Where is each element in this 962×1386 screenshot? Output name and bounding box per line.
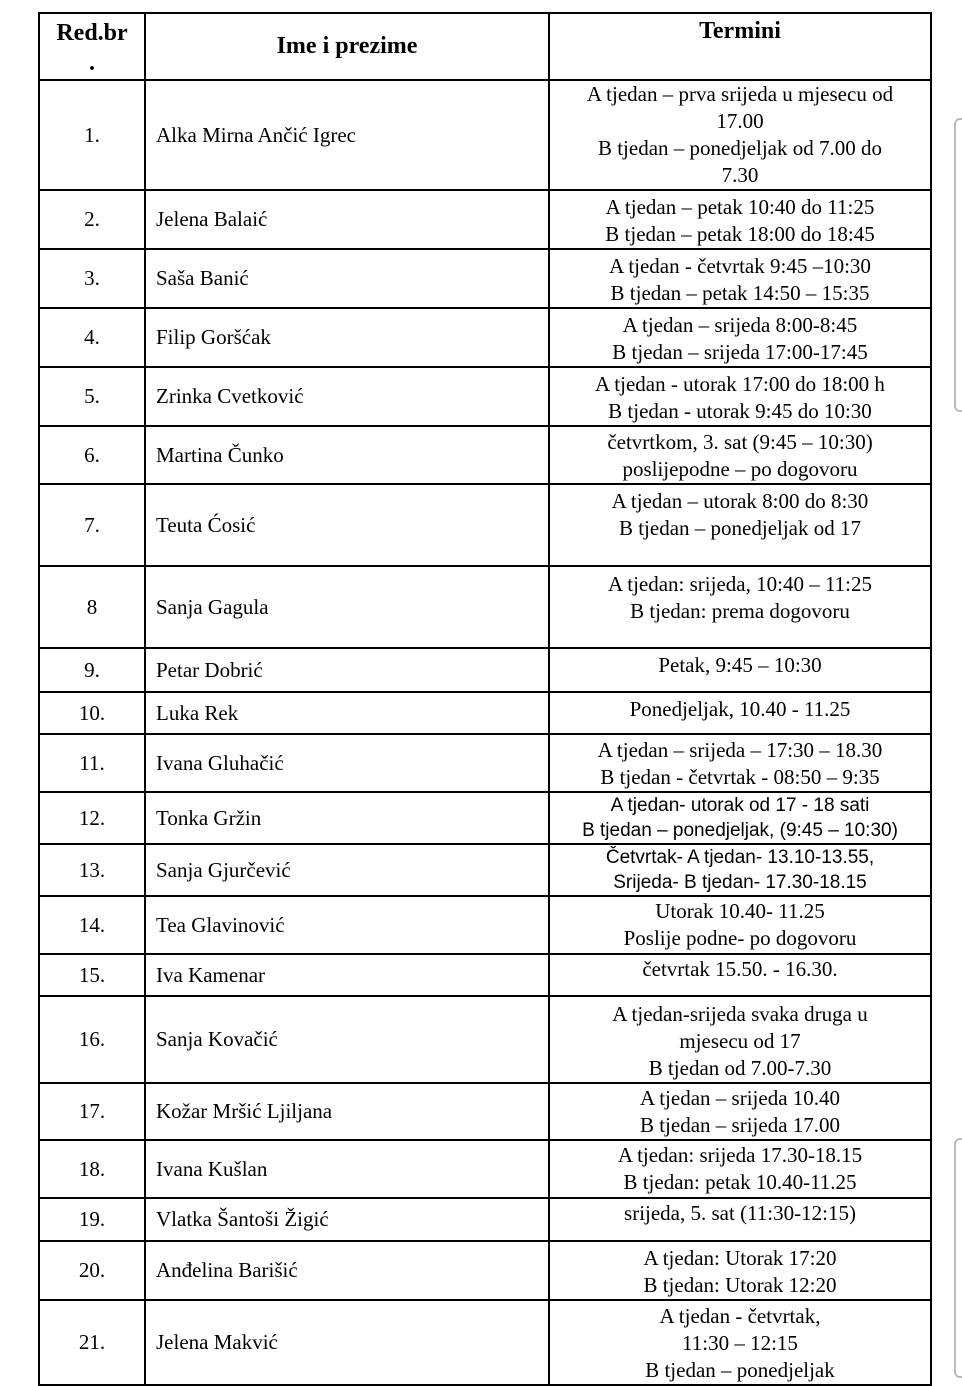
row-number: 17.	[39, 1083, 145, 1140]
schedule-cell	[549, 792, 931, 844]
schedule-cell	[549, 367, 931, 426]
table-header-row	[39, 13, 931, 80]
schedule-line: A tjedan – srijeda 8:00-8:45	[622, 313, 858, 337]
row-number: 21.	[39, 1300, 145, 1385]
schedule-cell	[549, 844, 931, 896]
schedule-line: B tjedan – ponedjeljak, (9:45 – 10:30)	[582, 820, 898, 841]
row-number: 18.	[39, 1140, 145, 1198]
teacher-name: Sanja Kovačić	[145, 996, 549, 1083]
header-row-number	[39, 13, 145, 80]
table-row	[39, 896, 931, 954]
teacher-name: Vlatka Šantoši Žigić	[145, 1198, 549, 1241]
row-number: 3.	[39, 249, 145, 308]
schedule-line: A tjedan - četvrtak 9:45 –10:30	[609, 254, 871, 278]
schedule-line: 7.30	[721, 163, 759, 187]
teacher-name: Tea Glavinović	[145, 896, 549, 954]
header-name: Ime i prezime	[145, 13, 549, 80]
teacher-name: Saša Banić	[145, 249, 549, 308]
teacher-name: Zrinka Cvetković	[145, 367, 549, 426]
table-row	[39, 996, 931, 1083]
teacher-name: Petar Dobrić	[145, 648, 549, 692]
schedule-line: B tjedan – ponedjeljak od 17	[618, 516, 862, 540]
header-schedule: Termini	[549, 13, 931, 80]
table-row	[39, 308, 931, 367]
teacher-name: Jelena Balaić	[145, 190, 549, 249]
table-row	[39, 1241, 931, 1300]
schedule-cell	[549, 996, 931, 1083]
table-row	[39, 367, 931, 426]
schedule-line: Petak, 9:45 – 10:30	[658, 653, 822, 677]
schedule-line: mjesecu od 17	[679, 1029, 801, 1053]
schedule-line: B tjedan - četvrtak - 08:50 – 9:35	[600, 765, 880, 789]
schedule-line: A tjedan: Utorak 17:20	[643, 1246, 837, 1270]
schedule-cell	[549, 954, 931, 996]
table-row	[39, 1300, 931, 1385]
table-row	[39, 844, 931, 896]
teacher-name: Alka Mirna Ančić Igrec	[145, 80, 549, 190]
table-row	[39, 1198, 931, 1241]
teacher-name: Ivana Kušlan	[145, 1140, 549, 1198]
schedule-cell	[549, 1140, 931, 1198]
teacher-name: Anđelina Barišić	[145, 1241, 549, 1300]
schedule-line: A tjedan – prva srijeda u mjesecu od	[586, 82, 894, 106]
teacher-name: Ivana Gluhačić	[145, 734, 549, 792]
teacher-name: Filip Goršćak	[145, 308, 549, 367]
row-number: 10.	[39, 692, 145, 734]
table-row	[39, 792, 931, 844]
schedule-cell	[549, 1198, 931, 1241]
schedule-line: Ponedjeljak, 10.40 - 11.25	[629, 697, 851, 721]
schedule-line: Poslije podne- po dogovoru	[623, 926, 857, 950]
row-number: 4.	[39, 308, 145, 367]
teacher-name: Luka Rek	[145, 692, 549, 734]
table-row	[39, 249, 931, 308]
row-number: 2.	[39, 190, 145, 249]
schedule-line: poslijepodne – po dogovoru	[622, 457, 858, 481]
row-number: 16.	[39, 996, 145, 1083]
teacher-name: Iva Kamenar	[145, 954, 549, 996]
schedule-line: četvrtak 15.50. - 16.30.	[642, 957, 838, 981]
schedule-line: B tjedan – srijeda 17.00	[639, 1113, 841, 1137]
table-row	[39, 484, 931, 566]
schedule-line: A tjedan - utorak 17:00 do 18:00 h	[595, 372, 885, 396]
table-row	[39, 190, 931, 249]
table-row	[39, 954, 931, 996]
row-number: 9.	[39, 648, 145, 692]
schedule-cell	[549, 80, 931, 190]
schedule-line: A tjedan: srijeda 17.30-18.15	[617, 1143, 863, 1167]
schedule-line: Utorak 10.40- 11.25	[655, 899, 825, 923]
schedule-cell	[549, 426, 931, 484]
schedule-line: B tjedan - utorak 9:45 do 10:30	[608, 399, 872, 423]
table-row	[39, 648, 931, 692]
schedule-line: A tjedan: srijeda, 10:40 – 11:25	[607, 572, 873, 596]
schedule-line: Srijeda- B tjedan- 17.30-18.15	[613, 872, 867, 893]
header-row-number-text: Red.br	[56, 20, 128, 46]
schedule-cell	[549, 308, 931, 367]
schedule-line: A tjedan – utorak 8:00 do 8:30	[611, 489, 869, 513]
table-row	[39, 734, 931, 792]
table-row	[39, 80, 931, 190]
schedule-line: B tjedan – ponedjeljak od 7.00 do	[597, 136, 883, 160]
schedule-cell	[549, 190, 931, 249]
row-number: 20.	[39, 1241, 145, 1300]
schedule-line: B tjedan: prema dogovoru	[630, 599, 850, 623]
schedule-line: A tjedan – petak 10:40 do 11:25	[605, 195, 875, 219]
schedule-line: B tjedan od 7.00-7.30	[648, 1056, 832, 1080]
row-number: 12.	[39, 792, 145, 844]
consultation-schedule-table	[38, 12, 932, 1386]
row-number: 8	[39, 566, 145, 648]
schedule-cell	[549, 734, 931, 792]
schedule-line: srijeda, 5. sat (11:30-12:15)	[624, 1201, 856, 1225]
schedule-line: A tjedan – srijeda – 17:30 – 18.30	[597, 738, 883, 762]
schedule-cell	[549, 1241, 931, 1300]
table-row	[39, 426, 931, 484]
teacher-name: Sanja Gjurčević	[145, 844, 549, 896]
schedule-cell	[549, 692, 931, 734]
schedule-line: B tjedan – petak 14:50 – 15:35	[610, 281, 870, 305]
scroll-edge-marker	[954, 1138, 962, 1378]
row-number: 13.	[39, 844, 145, 896]
schedule-line: B tjedan – ponedjeljak	[645, 1358, 835, 1382]
teacher-name: Martina Čunko	[145, 426, 549, 484]
schedule-cell	[549, 648, 931, 692]
row-number: 14.	[39, 896, 145, 954]
teacher-name: Kožar Mršić Ljiljana	[145, 1083, 549, 1140]
row-number: 15.	[39, 954, 145, 996]
table-row	[39, 1140, 931, 1198]
row-number: 1.	[39, 80, 145, 190]
table-row	[39, 1083, 931, 1140]
row-number: 19.	[39, 1198, 145, 1241]
schedule-line: B tjedan: Utorak 12:20	[643, 1273, 837, 1297]
row-number: 7.	[39, 484, 145, 566]
teacher-name: Sanja Gagula	[145, 566, 549, 648]
schedule-line: četvrtkom, 3. sat (9:45 – 10:30)	[607, 430, 873, 454]
schedule-line: A tjedan - četvrtak,	[659, 1304, 821, 1328]
teacher-name: Tonka Gržin	[145, 792, 549, 844]
row-number: 6.	[39, 426, 145, 484]
teacher-name: Teuta Ćosić	[145, 484, 549, 566]
schedule-cell	[549, 249, 931, 308]
row-number: 5.	[39, 367, 145, 426]
schedule-line: A tjedan-srijeda svaka druga u	[612, 1002, 868, 1026]
row-number: 11.	[39, 734, 145, 792]
schedule-cell	[549, 896, 931, 954]
schedule-line: B tjedan: petak 10.40-11.25	[623, 1170, 857, 1194]
scroll-edge-marker	[954, 118, 962, 412]
table-row	[39, 692, 931, 734]
schedule-cell	[549, 1083, 931, 1140]
schedule-cell	[549, 1300, 931, 1385]
header-row-number-dot: .	[89, 50, 95, 76]
schedule-cell	[549, 566, 931, 648]
table-row	[39, 566, 931, 648]
schedule-line: 11:30 – 12:15	[682, 1331, 798, 1355]
schedule-line: 17.00	[716, 109, 764, 133]
schedule-line: A tjedan – srijeda 10.40	[639, 1086, 841, 1110]
schedule-line: B tjedan – petak 18:00 do 18:45	[605, 222, 875, 246]
schedule-line: B tjedan – srijeda 17:00-17:45	[612, 340, 868, 364]
schedule-cell	[549, 484, 931, 566]
schedule-line: A tjedan- utorak od 17 - 18 sati	[610, 795, 870, 816]
schedule-line: Četvrtak- A tjedan- 13.10-13.55,	[605, 847, 875, 868]
teacher-name: Jelena Makvić	[145, 1300, 549, 1385]
